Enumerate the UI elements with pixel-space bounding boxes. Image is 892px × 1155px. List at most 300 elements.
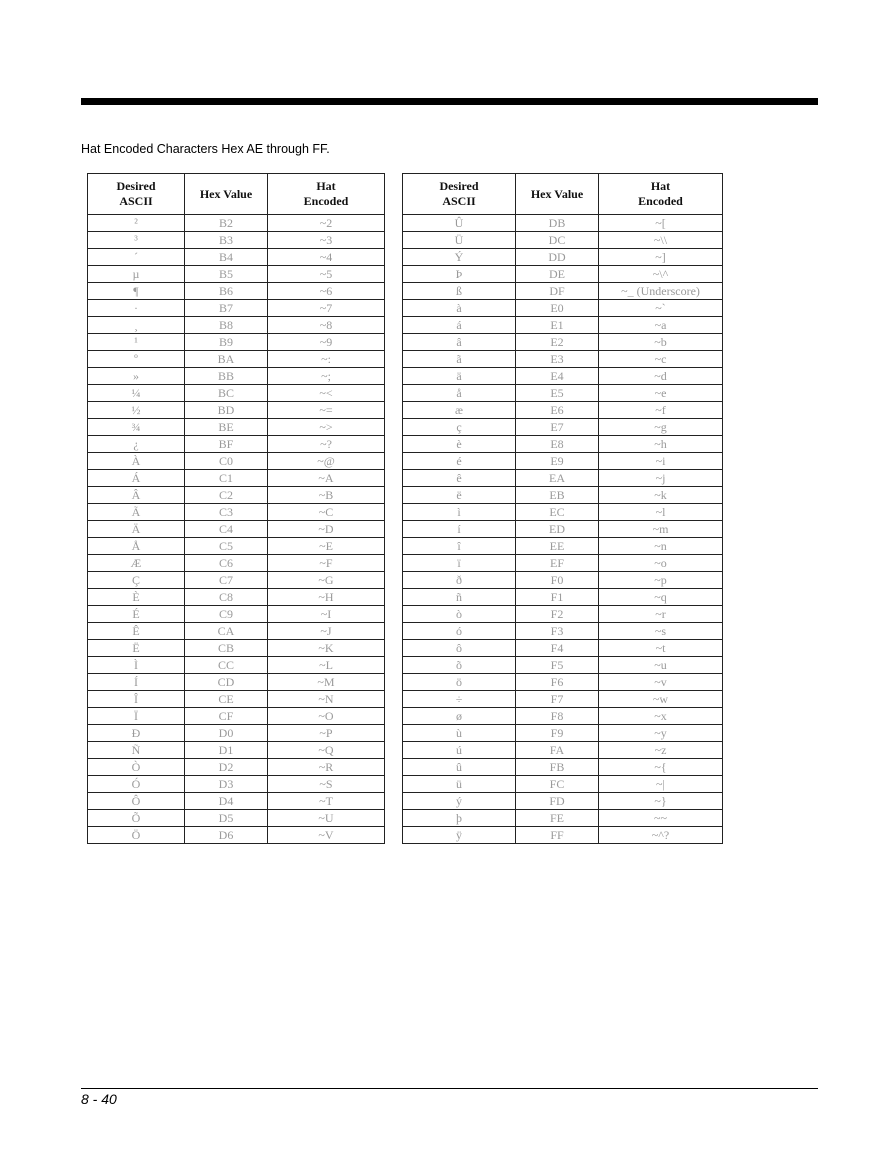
header-hat-line2: Encoded: [303, 194, 349, 208]
cell-desired-ascii: Ë: [88, 640, 185, 657]
cell-hat-encoded: ~N: [268, 691, 385, 708]
cell-hat-encoded: ~U: [268, 810, 385, 827]
table-row: [88, 504, 385, 521]
cell-desired-ascii: Ó: [88, 776, 185, 793]
table-row: [403, 385, 723, 402]
cell-hat-encoded: ~~: [599, 810, 723, 827]
cell-hat-encoded: ~<: [268, 385, 385, 402]
table-row: [403, 742, 723, 759]
table-row: [403, 640, 723, 657]
cell-hat-encoded: ~_ (Underscore): [599, 283, 723, 300]
cell-desired-ascii: ¼: [88, 385, 185, 402]
cell-desired-ascii: Ç: [88, 572, 185, 589]
cell-hex-value: D4: [185, 793, 268, 810]
table-row: [88, 810, 385, 827]
cell-desired-ascii: Á: [88, 470, 185, 487]
cell-hex-value: B6: [185, 283, 268, 300]
cell-desired-ascii: ê: [403, 470, 516, 487]
cell-hex-value: E0: [516, 300, 599, 317]
cell-hat-encoded: ~[: [599, 215, 723, 232]
header-hat-encoded: [268, 174, 385, 215]
cell-hat-encoded: ~;: [268, 368, 385, 385]
cell-hex-value: CC: [185, 657, 268, 674]
header-row: [88, 174, 385, 215]
cell-hex-value: C0: [185, 453, 268, 470]
table-row: [403, 606, 723, 623]
cell-desired-ascii: ß: [403, 283, 516, 300]
table-row: [88, 674, 385, 691]
table-row: [403, 504, 723, 521]
table-row: [403, 810, 723, 827]
cell-desired-ascii: Ì: [88, 657, 185, 674]
cell-hex-value: C8: [185, 589, 268, 606]
cell-desired-ascii: ·: [88, 300, 185, 317]
cell-hex-value: CE: [185, 691, 268, 708]
cell-hat-encoded: ~E: [268, 538, 385, 555]
cell-hex-value: F1: [516, 589, 599, 606]
cell-hat-encoded: ~e: [599, 385, 723, 402]
cell-hex-value: D5: [185, 810, 268, 827]
cell-hat-encoded: ~?: [268, 436, 385, 453]
cell-hex-value: F2: [516, 606, 599, 623]
cell-hat-encoded: ~>: [268, 419, 385, 436]
table-row: [403, 776, 723, 793]
table-row: [403, 266, 723, 283]
cell-desired-ascii: ô: [403, 640, 516, 657]
cell-hex-value: CB: [185, 640, 268, 657]
cell-hex-value: DF: [516, 283, 599, 300]
cell-desired-ascii: á: [403, 317, 516, 334]
cell-hex-value: FD: [516, 793, 599, 810]
table-row: [88, 742, 385, 759]
table-row: [403, 368, 723, 385]
table-row: [403, 249, 723, 266]
header-hat-line2: Encoded: [638, 194, 683, 208]
cell-desired-ascii: Û: [403, 215, 516, 232]
cell-desired-ascii: Î: [88, 691, 185, 708]
cell-desired-ascii: ¹: [88, 334, 185, 351]
header-ascii-line2: ASCII: [119, 194, 153, 208]
cell-hat-encoded: ~p: [599, 572, 723, 589]
table-row: [403, 572, 723, 589]
cell-hat-encoded: ~l: [599, 504, 723, 521]
cell-hex-value: FB: [516, 759, 599, 776]
cell-hex-value: FC: [516, 776, 599, 793]
table-row: [403, 402, 723, 419]
cell-hex-value: EB: [516, 487, 599, 504]
cell-hat-encoded: ~@: [268, 453, 385, 470]
header-ascii-line2: ASCII: [442, 194, 476, 208]
cell-hat-encoded: ~d: [599, 368, 723, 385]
table-row: [88, 436, 385, 453]
cell-hat-encoded: ~t: [599, 640, 723, 657]
cell-hat-encoded: ~S: [268, 776, 385, 793]
table-row: [403, 521, 723, 538]
cell-desired-ascii: ´: [88, 249, 185, 266]
cell-hex-value: E4: [516, 368, 599, 385]
cell-desired-ascii: î: [403, 538, 516, 555]
cell-hex-value: C9: [185, 606, 268, 623]
cell-hex-value: B4: [185, 249, 268, 266]
cell-desired-ascii: µ: [88, 266, 185, 283]
table-row: [403, 827, 723, 844]
cell-hat-encoded: ~u: [599, 657, 723, 674]
cell-hat-encoded: ~P: [268, 725, 385, 742]
cell-hex-value: BD: [185, 402, 268, 419]
table-row: [88, 249, 385, 266]
cell-hat-encoded: ~`: [599, 300, 723, 317]
cell-desired-ascii: é: [403, 453, 516, 470]
cell-desired-ascii: »: [88, 368, 185, 385]
cell-desired-ascii: ä: [403, 368, 516, 385]
table-row: [88, 708, 385, 725]
cell-desired-ascii: ¿: [88, 436, 185, 453]
table-row: [403, 725, 723, 742]
table-row: [403, 691, 723, 708]
cell-hat-encoded: ~r: [599, 606, 723, 623]
cell-desired-ascii: ñ: [403, 589, 516, 606]
table-row: [88, 589, 385, 606]
cell-desired-ascii: ²: [88, 215, 185, 232]
cell-hex-value: DC: [516, 232, 599, 249]
cell-hat-encoded: ~T: [268, 793, 385, 810]
cell-hex-value: DD: [516, 249, 599, 266]
cell-hex-value: F9: [516, 725, 599, 742]
cell-hex-value: E5: [516, 385, 599, 402]
cell-hat-encoded: ~V: [268, 827, 385, 844]
table-row: [88, 759, 385, 776]
cell-hex-value: C3: [185, 504, 268, 521]
cell-hat-encoded: ~o: [599, 555, 723, 572]
cell-desired-ascii: ø: [403, 708, 516, 725]
cell-hex-value: F5: [516, 657, 599, 674]
table-row: [88, 657, 385, 674]
cell-desired-ascii: Ê: [88, 623, 185, 640]
table-row: [403, 351, 723, 368]
cell-hat-encoded: ~h: [599, 436, 723, 453]
cell-hex-value: B9: [185, 334, 268, 351]
cell-hat-encoded: ~|: [599, 776, 723, 793]
cell-desired-ascii: ç: [403, 419, 516, 436]
cell-desired-ascii: Ï: [88, 708, 185, 725]
cell-hex-value: D6: [185, 827, 268, 844]
cell-hat-encoded: ~k: [599, 487, 723, 504]
cell-hat-encoded: ~A: [268, 470, 385, 487]
cell-desired-ascii: ½: [88, 402, 185, 419]
cell-desired-ascii: ÿ: [403, 827, 516, 844]
cell-hat-encoded: ~C: [268, 504, 385, 521]
cell-hat-encoded: ~2: [268, 215, 385, 232]
table-row: [403, 317, 723, 334]
table-row: [88, 453, 385, 470]
cell-hex-value: FA: [516, 742, 599, 759]
cell-desired-ascii: ë: [403, 487, 516, 504]
table-body-left: [88, 215, 385, 844]
cell-hex-value: F7: [516, 691, 599, 708]
table-row: [88, 470, 385, 487]
cell-hex-value: CF: [185, 708, 268, 725]
cell-hex-value: B2: [185, 215, 268, 232]
cell-hat-encoded: ~\^: [599, 266, 723, 283]
cell-hat-encoded: ~c: [599, 351, 723, 368]
cell-hex-value: CD: [185, 674, 268, 691]
cell-desired-ascii: Ý: [403, 249, 516, 266]
cell-hat-encoded: ~G: [268, 572, 385, 589]
cell-hat-encoded: ~O: [268, 708, 385, 725]
cell-hex-value: D1: [185, 742, 268, 759]
table-row: [88, 283, 385, 300]
cell-desired-ascii: Ü: [403, 232, 516, 249]
header-ascii-line1: Desired: [116, 179, 156, 193]
cell-hat-encoded: ~j: [599, 470, 723, 487]
cell-hex-value: BA: [185, 351, 268, 368]
cell-desired-ascii: ¶: [88, 283, 185, 300]
cell-hat-encoded: ~{: [599, 759, 723, 776]
cell-hex-value: C7: [185, 572, 268, 589]
cell-hex-value: B8: [185, 317, 268, 334]
table-row: [88, 419, 385, 436]
cell-hat-encoded: ~Q: [268, 742, 385, 759]
cell-hat-encoded: ~x: [599, 708, 723, 725]
table-body-right: [403, 215, 723, 844]
table-row: [88, 232, 385, 249]
page-number: 8 - 40: [81, 1091, 117, 1107]
cell-desired-ascii: ð: [403, 572, 516, 589]
cell-hex-value: F6: [516, 674, 599, 691]
cell-hex-value: DE: [516, 266, 599, 283]
table-row: [88, 368, 385, 385]
table-row: [88, 266, 385, 283]
cell-hex-value: DB: [516, 215, 599, 232]
cell-hex-value: EE: [516, 538, 599, 555]
cell-desired-ascii: É: [88, 606, 185, 623]
table-row: [403, 470, 723, 487]
cell-desired-ascii: º: [88, 351, 185, 368]
cell-hex-value: D3: [185, 776, 268, 793]
table-row: [403, 453, 723, 470]
cell-hat-encoded: ~g: [599, 419, 723, 436]
table-row: [88, 300, 385, 317]
cell-hat-encoded: ~9: [268, 334, 385, 351]
cell-desired-ascii: ö: [403, 674, 516, 691]
cell-hat-encoded: ~q: [599, 589, 723, 606]
cell-hex-value: E8: [516, 436, 599, 453]
cell-desired-ascii: ã: [403, 351, 516, 368]
cell-hat-encoded: ~H: [268, 589, 385, 606]
page-heading: Hat Encoded Characters Hex AE through FF.: [81, 142, 330, 156]
cell-desired-ascii: õ: [403, 657, 516, 674]
cell-hat-encoded: ~v: [599, 674, 723, 691]
cell-hex-value: BC: [185, 385, 268, 402]
cell-hex-value: C6: [185, 555, 268, 572]
cell-hex-value: ED: [516, 521, 599, 538]
cell-desired-ascii: È: [88, 589, 185, 606]
cell-desired-ascii: Ã: [88, 504, 185, 521]
table-row: [88, 555, 385, 572]
table-row: [88, 793, 385, 810]
header-ascii-line1: Desired: [439, 179, 479, 193]
table-row: [88, 640, 385, 657]
table-row: [403, 487, 723, 504]
cell-hex-value: F4: [516, 640, 599, 657]
table-row: [403, 215, 723, 232]
cell-hex-value: F0: [516, 572, 599, 589]
cell-desired-ascii: å: [403, 385, 516, 402]
cell-desired-ascii: Ö: [88, 827, 185, 844]
cell-hex-value: EC: [516, 504, 599, 521]
cell-hex-value: B3: [185, 232, 268, 249]
table-row: [403, 793, 723, 810]
table-row: [88, 538, 385, 555]
cell-desired-ascii: Ò: [88, 759, 185, 776]
cell-hat-encoded: ~L: [268, 657, 385, 674]
cell-hat-encoded: ~n: [599, 538, 723, 555]
cell-desired-ascii: ³: [88, 232, 185, 249]
cell-hex-value: B7: [185, 300, 268, 317]
cell-hex-value: C1: [185, 470, 268, 487]
cell-hat-encoded: ~R: [268, 759, 385, 776]
bottom-rule: [81, 1088, 818, 1089]
table-row: [403, 674, 723, 691]
cell-hat-encoded: ~}: [599, 793, 723, 810]
cell-desired-ascii: Å: [88, 538, 185, 555]
table-row: [403, 589, 723, 606]
table-row: [88, 827, 385, 844]
cell-hex-value: E1: [516, 317, 599, 334]
cell-desired-ascii: ò: [403, 606, 516, 623]
table-row: [403, 334, 723, 351]
cell-hex-value: C2: [185, 487, 268, 504]
cell-hat-encoded: ~B: [268, 487, 385, 504]
cell-hex-value: FE: [516, 810, 599, 827]
cell-desired-ascii: Ñ: [88, 742, 185, 759]
cell-hat-encoded: ~s: [599, 623, 723, 640]
table-row: [88, 487, 385, 504]
cell-hat-encoded: ~7: [268, 300, 385, 317]
cell-desired-ascii: ù: [403, 725, 516, 742]
table-row: [88, 351, 385, 368]
header-hex-value: Hex Value: [516, 174, 599, 215]
cell-hex-value: C4: [185, 521, 268, 538]
cell-hex-value: E6: [516, 402, 599, 419]
table-row: [88, 776, 385, 793]
cell-desired-ascii: ì: [403, 504, 516, 521]
table-row: [88, 215, 385, 232]
cell-desired-ascii: À: [88, 453, 185, 470]
table-row: [403, 283, 723, 300]
cell-desired-ascii: ï: [403, 555, 516, 572]
cell-hat-encoded: ~:: [268, 351, 385, 368]
cell-hat-encoded: ~m: [599, 521, 723, 538]
cell-hex-value: E3: [516, 351, 599, 368]
cell-hex-value: BF: [185, 436, 268, 453]
cell-hex-value: B5: [185, 266, 268, 283]
cell-desired-ascii: ý: [403, 793, 516, 810]
cell-hat-encoded: ~M: [268, 674, 385, 691]
cell-desired-ascii: æ: [403, 402, 516, 419]
cell-hat-encoded: ~K: [268, 640, 385, 657]
cell-desired-ascii: û: [403, 759, 516, 776]
cell-desired-ascii: ú: [403, 742, 516, 759]
cell-desired-ascii: ¸: [88, 317, 185, 334]
cell-hat-encoded: ~z: [599, 742, 723, 759]
table-row: [88, 317, 385, 334]
cell-hex-value: F8: [516, 708, 599, 725]
cell-desired-ascii: Í: [88, 674, 185, 691]
table-row: [403, 300, 723, 317]
hat-table-left: [87, 173, 385, 844]
header-hat-encoded: [599, 174, 723, 215]
cell-desired-ascii: Æ: [88, 555, 185, 572]
header-row: [403, 174, 723, 215]
header-desired-ascii: [403, 174, 516, 215]
cell-hex-value: C5: [185, 538, 268, 555]
cell-hex-value: E9: [516, 453, 599, 470]
cell-hex-value: D2: [185, 759, 268, 776]
cell-hat-encoded: ~J: [268, 623, 385, 640]
cell-desired-ascii: Â: [88, 487, 185, 504]
table-row: [403, 436, 723, 453]
table-row: [403, 708, 723, 725]
cell-hat-encoded: ~I: [268, 606, 385, 623]
cell-hat-encoded: ~3: [268, 232, 385, 249]
cell-hat-encoded: ~4: [268, 249, 385, 266]
cell-desired-ascii: Ô: [88, 793, 185, 810]
table-row: [88, 402, 385, 419]
table-row: [403, 759, 723, 776]
cell-hex-value: CA: [185, 623, 268, 640]
table-row: [88, 334, 385, 351]
header-desired-ascii: [88, 174, 185, 215]
table-row: [403, 623, 723, 640]
cell-hex-value: EF: [516, 555, 599, 572]
cell-desired-ascii: Õ: [88, 810, 185, 827]
header-hex-value: Hex Value: [185, 174, 268, 215]
cell-hat-encoded: ~6: [268, 283, 385, 300]
cell-hat-encoded: ~y: [599, 725, 723, 742]
cell-hat-encoded: ~f: [599, 402, 723, 419]
table-row: [403, 657, 723, 674]
top-rule: [81, 98, 818, 105]
header-hat-line1: Hat: [650, 179, 671, 193]
table-row: [403, 419, 723, 436]
cell-hat-encoded: ~i: [599, 453, 723, 470]
cell-desired-ascii: í: [403, 521, 516, 538]
cell-desired-ascii: þ: [403, 810, 516, 827]
header-hat-line1: Hat: [316, 179, 336, 193]
cell-desired-ascii: ó: [403, 623, 516, 640]
table-row: [88, 385, 385, 402]
cell-hex-value: BE: [185, 419, 268, 436]
table-row: [88, 572, 385, 589]
cell-desired-ascii: à: [403, 300, 516, 317]
cell-hex-value: E7: [516, 419, 599, 436]
cell-desired-ascii: â: [403, 334, 516, 351]
table-row: [403, 555, 723, 572]
cell-hex-value: EA: [516, 470, 599, 487]
table-row: [88, 521, 385, 538]
cell-hat-encoded: ~]: [599, 249, 723, 266]
cell-hex-value: FF: [516, 827, 599, 844]
table-row: [88, 725, 385, 742]
cell-hex-value: D0: [185, 725, 268, 742]
cell-hex-value: E2: [516, 334, 599, 351]
cell-hex-value: BB: [185, 368, 268, 385]
cell-desired-ascii: ÷: [403, 691, 516, 708]
table-row: [88, 606, 385, 623]
cell-hat-encoded: ~a: [599, 317, 723, 334]
cell-hat-encoded: ~D: [268, 521, 385, 538]
